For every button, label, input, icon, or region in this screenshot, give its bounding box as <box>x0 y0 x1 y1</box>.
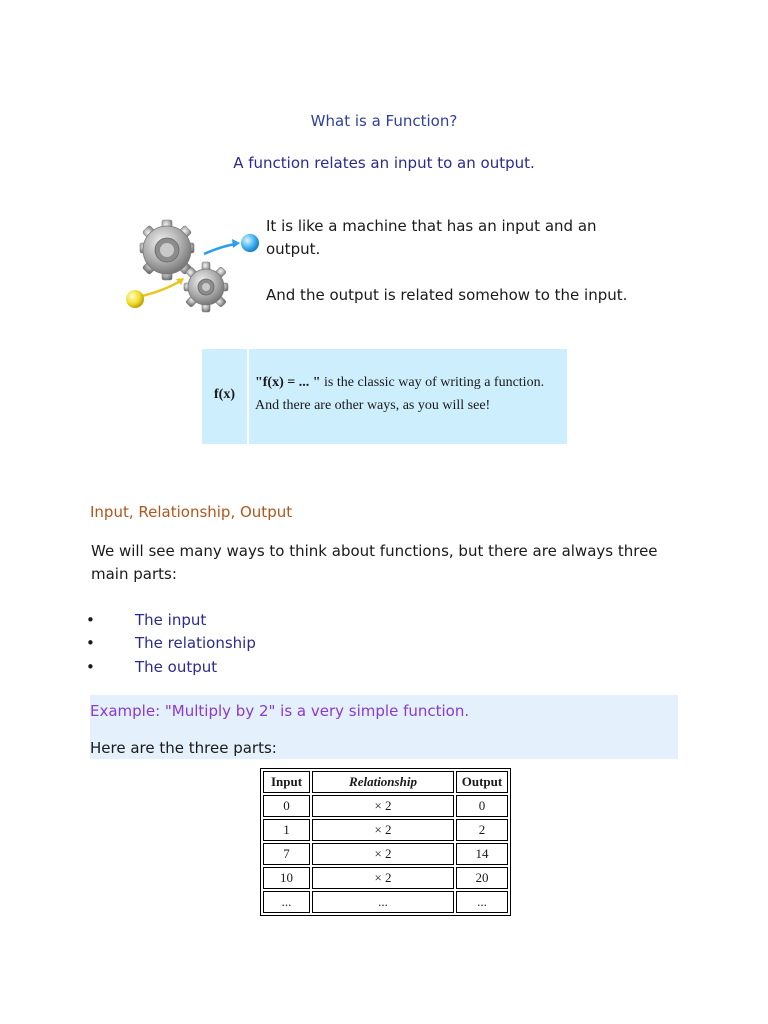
machine-relation-text: And the output is related somehow to the input. <box>266 286 628 304</box>
cell-relationship: × 2 <box>312 819 454 841</box>
fx-notation: "f(x) = ... " <box>255 375 321 390</box>
list-item-label: The relationship <box>135 634 256 652</box>
fx-info-box <box>202 349 567 444</box>
bullet-icon: • <box>86 658 95 676</box>
header-input: Input <box>263 771 310 793</box>
cell-input: 1 <box>263 819 310 841</box>
cell-output: 0 <box>456 795 508 817</box>
cell-input: 0 <box>263 795 310 817</box>
machine-description: It is like a machine that has an input and an output. <box>266 217 597 258</box>
small-gear-icon <box>184 262 228 312</box>
cell-input: ... <box>263 891 310 913</box>
intro-paragraph: We will see many ways to think about functions, but there are always three main parts: <box>91 542 658 583</box>
fx-description-line1: is the classic way of writing a function. <box>320 375 545 390</box>
cell-output: 20 <box>456 867 508 889</box>
function-parts-table <box>260 768 511 916</box>
table-header-row <box>263 771 508 793</box>
big-gear-icon <box>140 220 194 280</box>
page-subtitle: A function relates an input to an output. <box>233 154 535 172</box>
gears-icon <box>118 206 268 318</box>
fx-description <box>255 371 565 417</box>
bullet-icon: • <box>86 634 95 652</box>
list-item-label: The output <box>135 658 218 676</box>
section-heading: Input, Relationship, Output <box>90 503 293 521</box>
cell-output: 14 <box>456 843 508 865</box>
table-row <box>263 795 508 817</box>
page-title: What is a Function? <box>310 112 458 130</box>
header-relationship: Relationship <box>312 771 454 793</box>
table-row <box>263 819 508 841</box>
cell-input: 10 <box>263 867 310 889</box>
fx-description-line2: And there are other ways, as you will see! <box>255 398 491 413</box>
example-subtitle: Here are the three parts: <box>90 739 277 757</box>
table-row <box>263 891 508 913</box>
fx-label: f(x) <box>214 387 235 402</box>
bullet-icon: • <box>86 611 95 629</box>
cell-input: 7 <box>263 843 310 865</box>
example-title: Example: "Multiply by 2" is a very simple function. <box>90 702 470 720</box>
cell-relationship: ... <box>312 891 454 913</box>
header-output: Output <box>456 771 508 793</box>
yellow-ball-icon <box>126 290 144 308</box>
cell-relationship: × 2 <box>312 867 454 889</box>
blue-ball-icon <box>241 234 259 252</box>
list-item-label: The input <box>135 611 207 629</box>
table-row <box>263 843 508 865</box>
cell-relationship: × 2 <box>312 795 454 817</box>
table-row <box>263 867 508 889</box>
cell-output: 2 <box>456 819 508 841</box>
cell-relationship: × 2 <box>312 843 454 865</box>
example-box <box>90 695 678 759</box>
cell-output: ... <box>456 891 508 913</box>
